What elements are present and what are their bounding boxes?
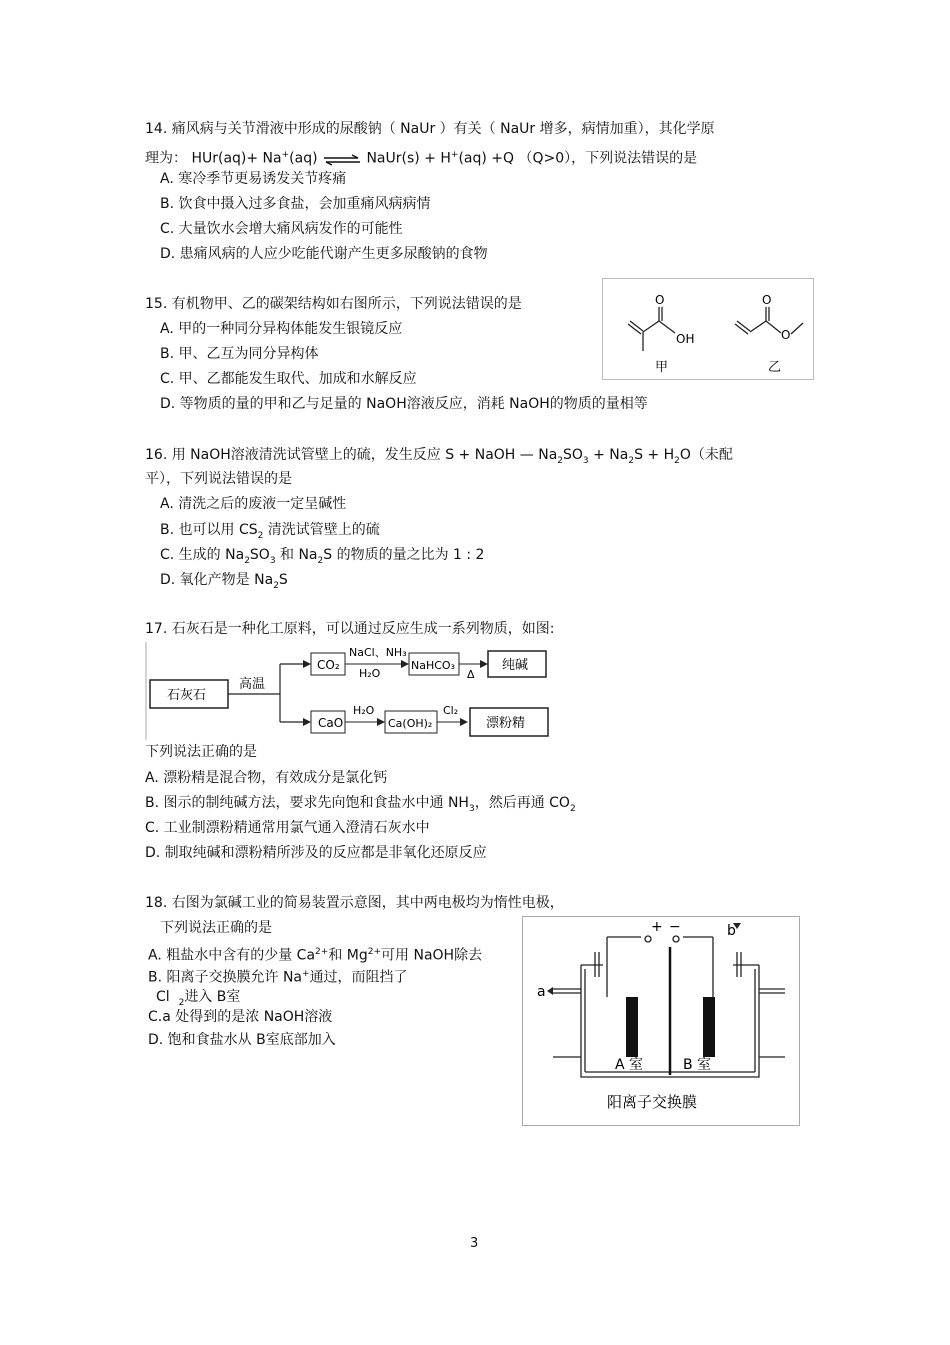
q18-fig-room-a: A 室 [615, 1057, 644, 1073]
flow-soda: 纯碱 [502, 658, 529, 673]
q17-option-c: C. 工业制漂粉精通常用氯气通入澄清石灰水中 [145, 820, 430, 836]
q15-option-c: C. 甲、乙都能发生取代、加成和水解反应 [160, 371, 417, 387]
flow-reagents1: NaCl、NH₃ [349, 646, 407, 659]
q14-eq-d: (aq) +Q （Q>0），下列说法错误的是 [458, 150, 698, 167]
q18-option-b: B. 阳离子交换膜允许 Na+通过，而阻挡了 [148, 969, 408, 986]
q18-fig-minus: − [669, 919, 681, 935]
q15-stem: 15. 有机物甲、乙的碳架结构如右图所示，下列说法错误的是 [145, 296, 522, 312]
q18-electrolysis-figure [522, 916, 800, 1126]
q15-option-a: A. 甲的一种同分异构体能发生银镜反应 [160, 321, 403, 337]
q15-option-b: B. 甲、乙互为同分异构体 [160, 346, 319, 362]
q16-line1: 16. 用 NaOH溶液清洗试管壁上的硫，发生反应 S + NaOH — $Na_2SO_3 + Na_2S + H_2O$（未配 [145, 447, 733, 466]
q17-option-a: A. 漂粉精是混合物，有效成分是氯化钙 [145, 770, 388, 786]
q15-fig-oh: OH [676, 332, 695, 346]
q18-fig-plus: + [651, 919, 663, 935]
q15-fig-label-yi: 乙 [768, 360, 782, 375]
q18-fig-room-b: B 室 [683, 1057, 712, 1073]
q16-option-b: B. 也可以用 $CS_2$ 清洗试管壁上的硫 [160, 522, 380, 541]
flow-h2o-2: H₂O [353, 704, 375, 717]
flow-start: 石灰石 [167, 688, 207, 703]
flow-high-temp: 高温 [239, 677, 266, 692]
q16-option-d: D. 氧化产物是 $Na_2S$ [160, 572, 288, 591]
q16-option-a: A. 清洗之后的废液一定呈碱性 [160, 496, 347, 512]
q14-line1: 14. 痛风病与关节滑液中形成的尿酸钠（ NaUr ）有关（ NaUr 增多，病情加重），其化学原 [145, 121, 715, 137]
q18-option-a: A. 粗盐水中含有的少量 $Ca^{2+}$和 $Mg^{2+}$可用 NaOH除去 [148, 947, 483, 964]
flow-co2: CO₂ [317, 658, 340, 672]
flow-cl2: Cl₂ [443, 704, 459, 717]
flow-nahco3: NaHCO₃ [411, 659, 455, 672]
q14-eq-a: 理为： HUr(aq)+ Na [145, 150, 282, 167]
q18-fig-a: a [537, 984, 546, 1000]
q18-option-c: C.a 处得到的是浓 NaOH溶液 [148, 1009, 333, 1025]
q15-option-d: D. 等物质的量的甲和乙与足量的 NaOH溶液反应，消耗 NaOH的物质的量相等 [160, 396, 648, 412]
q18-option-b-cont: Cl $_2$进入 B室 [156, 989, 241, 1008]
q17-option-b: B. 图示的制纯碱方法，要求先向饱和食盐水中通 $NH_3$，然后再通 $CO_2$ [145, 795, 576, 814]
q16-option-c: C. 生成的 $Na_2SO_3$ 和 $Na_2S$ 的物质的量之比为 1 : 2 [160, 547, 485, 566]
q18-stem2: 下列说法正确的是 [160, 920, 272, 936]
q17-flow-diagram [145, 642, 550, 740]
q17-stem: 17. 石灰石是一种化工原料，可以通过反应生成一系列物质，如图: [145, 621, 555, 637]
q14-line2: 理为： HUr(aq)+ Na+(aq) NaUr(s) + H+(aq) +Q （Q>0），下列说法错误的是 [145, 150, 698, 167]
q15-fig-o2: O [762, 293, 772, 307]
q14-eq-b: (aq) [289, 150, 318, 167]
flow-cao: CaO [318, 716, 344, 730]
flow-delta: Δ [467, 668, 475, 681]
flow-bleach: 漂粉精 [486, 716, 526, 731]
q14-option-a: A. 寒冷季节更易诱发关节疼痛 [160, 171, 347, 187]
equilibrium-arrow-icon [322, 153, 362, 165]
q15-structure-figure [602, 278, 814, 380]
q14-eq-c: NaUr(s) + H [366, 150, 451, 167]
q17-after: 下列说法正确的是 [145, 744, 257, 760]
q18-stem: 18. 右图为氯碱工业的简易装置示意图，其中两电极均为惰性电极， [145, 895, 564, 911]
flow-h2o-1: H₂O [359, 667, 381, 680]
q14-option-c: C. 大量饮水会增大痛风病发作的可能性 [160, 221, 403, 237]
q18-option-d: D. 饱和食盐水从 B室底部加入 [148, 1032, 336, 1048]
q16-line2: 平），下列说法错误的是 [145, 471, 292, 487]
q14-option-d: D. 患痛风病的人应少吃能代谢产生更多尿酸钠的食物 [160, 246, 488, 262]
q18-fig-membrane: 阳离子交换膜 [607, 1093, 698, 1111]
q14-option-b: B. 饮食中摄入过多食盐，会加重痛风病病情 [160, 196, 431, 212]
q15-fig-label-jia: 甲 [655, 360, 669, 375]
q15-fig-o3: O [781, 328, 791, 342]
q17-option-d: D. 制取纯碱和漂粉精所涉及的反应都是非氧化还原反应 [145, 845, 487, 861]
q18-fig-b: b [727, 923, 736, 939]
page-number: 3 [470, 1236, 479, 1251]
q15-fig-o1: O [655, 293, 665, 307]
flow-caoh2: Ca(OH)₂ [388, 717, 433, 730]
